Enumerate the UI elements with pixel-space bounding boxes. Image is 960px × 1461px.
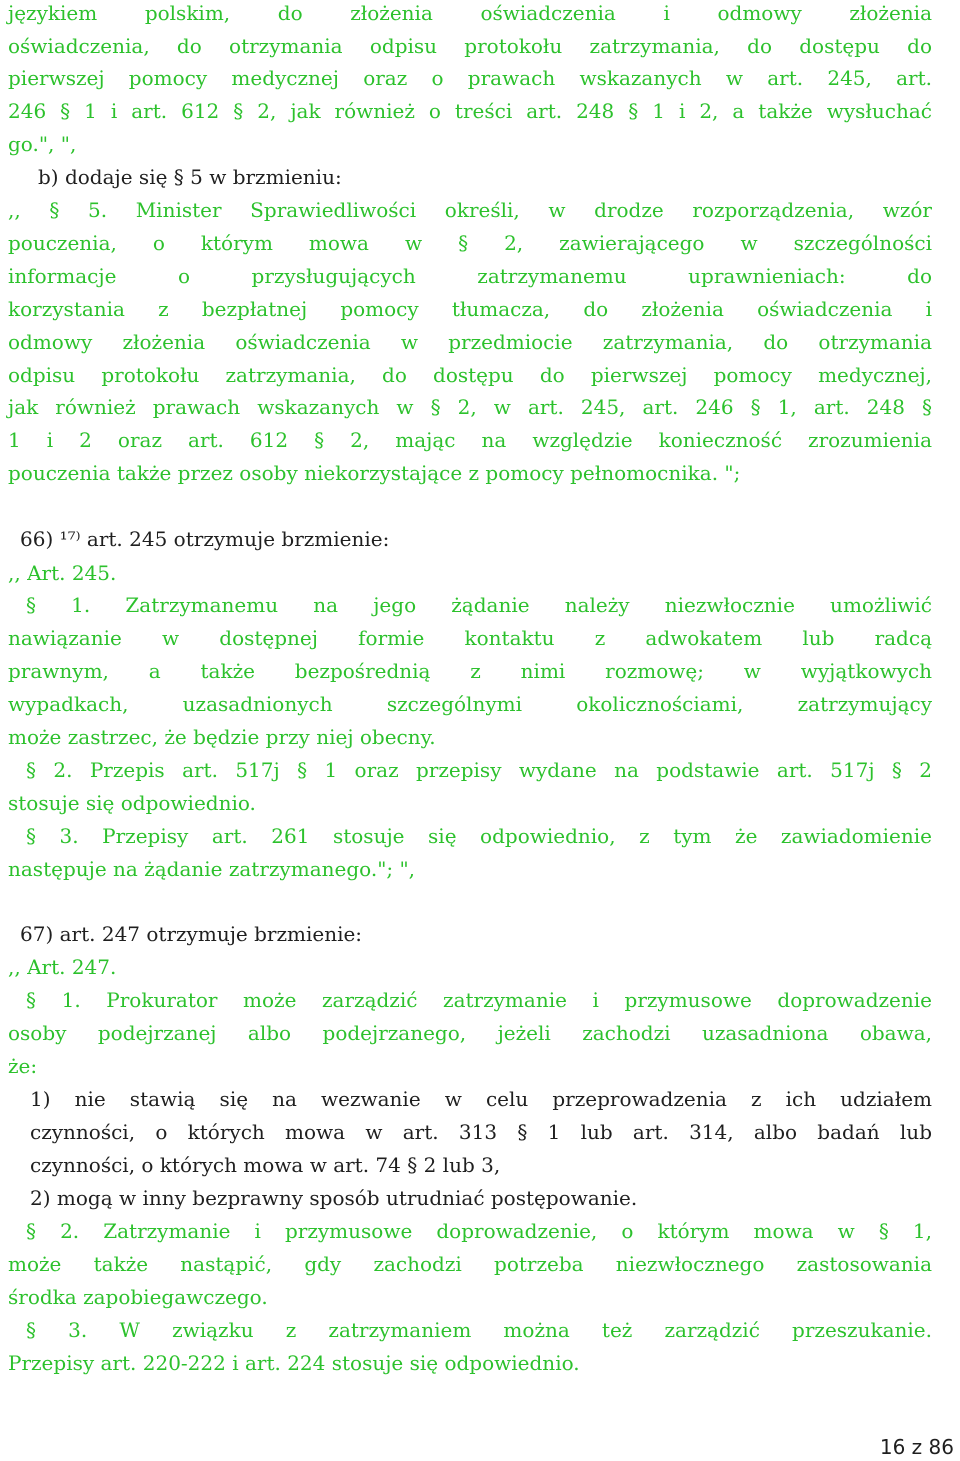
text-line: § 2. Zatrzymanie i przymusowe doprowadzenie, o którym mowa w § 1, xyxy=(26,1219,932,1243)
text-line: ,, Art. 247. xyxy=(8,955,117,979)
text-line: wypadkach, uzasadnionych szczególnymi okolicznościami, zatrzymujący xyxy=(8,692,932,716)
text-line: § 3. W związku z zatrzymaniem można też zarządzić przeszukanie. xyxy=(26,1318,932,1342)
text-line: 67) art. 247 otrzymuje brzmienie: xyxy=(20,922,363,946)
text-line: b) dodaje się § 5 w brzmieniu: xyxy=(38,165,342,189)
text-line: go.", ", xyxy=(8,132,77,156)
text-line: pierwszej pomocy medycznej oraz o prawach wskazanych w art. 245, art. xyxy=(8,66,932,90)
text-line: odpisu protokołu zatrzymania, do dostępu do pierwszej pomocy medycznej, xyxy=(8,363,932,387)
text-line: może zastrzec, że będzie przy niej obecny. xyxy=(8,725,436,749)
text-line: stosuje się odpowiednio. xyxy=(8,791,256,815)
text-line: informacje o przysługujących zatrzymanemu uprawnieniach: do xyxy=(8,264,932,288)
text-line: prawnym, a także bezpośrednią z nimi rozmowę; w wyjątkowych xyxy=(8,659,932,683)
text-line: 1) nie stawią się na wezwanie w celu przeprowadzenia z ich udziałem xyxy=(30,1087,932,1111)
text-line: 246 § 1 i art. 612 § 2, jak również o treści art. 248 § 1 i 2, a także wysłuchać xyxy=(8,99,932,123)
text-line: może także nastąpić, gdy zachodzi potrzeba niezwłocznego zastosowania xyxy=(8,1252,932,1276)
text-line: oświadczenia, do otrzymania odpisu protokołu zatrzymania, do dostępu do xyxy=(8,34,932,58)
text-line: pouczenia także przez osoby niekorzystające z pomocy pełnomocnika. "; xyxy=(8,461,741,485)
text-line: korzystania z bezpłatnej pomocy tłumacza, do złożenia oświadczenia i xyxy=(8,297,932,321)
text-line: nawiązanie w dostępnej formie kontaktu z adwokatem lub radcą xyxy=(8,626,932,650)
text-line: językiem polskim, do złożenia oświadczenia i odmowy złożenia xyxy=(8,1,932,25)
text-line: czynności, o których mowa w art. 313 § 1 lub art. 314, albo badań lub xyxy=(30,1120,932,1144)
text-line: odmowy złożenia oświadczenia w przedmiocie zatrzymania, do otrzymania xyxy=(8,330,932,354)
text-line: pouczenia, o którym mowa w § 2, zawierającego w szczególności xyxy=(8,231,932,255)
text-line: że: xyxy=(8,1054,38,1078)
text-line: Przepisy art. 220-222 i art. 224 stosuje się odpowiednio. xyxy=(8,1351,580,1375)
text-line: środka zapobiegawczego. xyxy=(8,1285,268,1309)
text-line: § 3. Przepisy art. 261 stosuje się odpowiednio, z tym że zawiadomienie xyxy=(26,824,932,848)
text-line: 1 i 2 oraz art. 612 § 2, mając na względzie konieczność zrozumienia xyxy=(8,428,932,452)
text-line: 2) mogą w inny bezprawny sposób utrudniać postępowanie. xyxy=(30,1186,638,1210)
text-line: 66) ¹⁷⁾ art. 245 otrzymuje brzmienie: xyxy=(20,527,390,551)
text-line: ,, Art. 245. xyxy=(8,561,117,585)
text-line: następuje na żądanie zatrzymanego."; ", xyxy=(8,857,416,881)
page-number: 16 z 86 xyxy=(879,1435,954,1459)
text-line: § 1. Prokurator może zarządzić zatrzymanie i przymusowe doprowadzenie xyxy=(26,988,932,1012)
text-line: § 2. Przepis art. 517j § 1 oraz przepisy wydane na podstawie art. 517j § 2 xyxy=(26,758,932,782)
text-line: ,, § 5. Minister Sprawiedliwości określi, w drodze rozporządzenia, wzór xyxy=(8,198,932,222)
text-line: jak również prawach wskazanych w § 2, w art. 245, art. 246 § 1, art. 248 § xyxy=(8,395,932,419)
text-line: osoby podejrzanej albo podejrzanego, jeżeli zachodzi uzasadniona obawa, xyxy=(8,1021,932,1045)
text-line: czynności, o których mowa w art. 74 § 2 lub 3, xyxy=(30,1153,501,1177)
text-line: § 1. Zatrzymanemu na jego żądanie należy niezwłocznie umożliwić xyxy=(26,593,932,617)
